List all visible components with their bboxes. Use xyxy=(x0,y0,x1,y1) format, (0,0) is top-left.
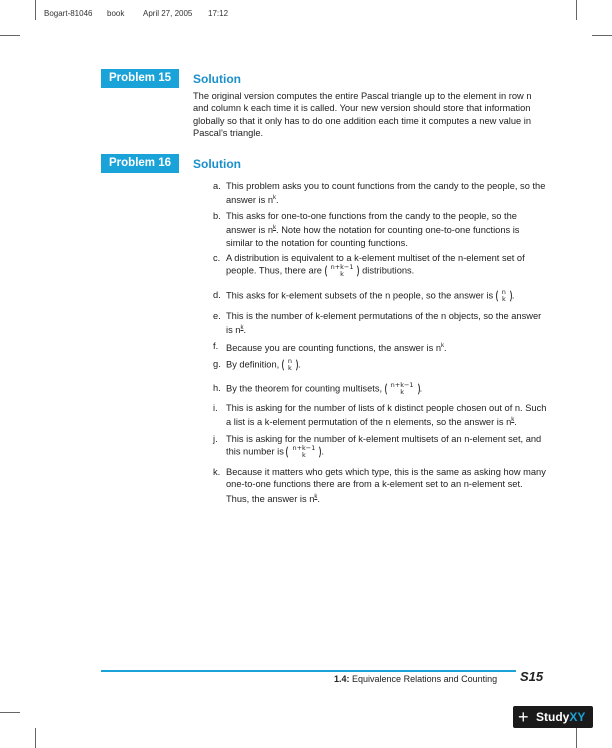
item-label: h. xyxy=(213,383,221,393)
item-text: This is the number of k-element permutations of the n objects, so the answer is n xyxy=(226,311,542,336)
binomial-coefficient: n k xyxy=(496,289,512,303)
crop-mark xyxy=(592,35,612,36)
problem-16-tag: Problem 16 xyxy=(101,154,179,173)
item-text-end: . xyxy=(276,195,279,206)
item-text-end: distributions. xyxy=(362,265,415,276)
crop-mark xyxy=(0,712,20,713)
binomial-coefficient: n+k−1 k xyxy=(385,382,420,396)
item-text: By the theorem for counting multisets, xyxy=(226,383,383,394)
logo-study: Study xyxy=(536,710,570,724)
footer-section xyxy=(334,674,497,684)
section-number: 1.4: xyxy=(334,674,350,684)
binomial-coefficient: n+k−1 k xyxy=(325,264,360,278)
exponent: k xyxy=(441,343,444,349)
item-text: This is asking for the number of k-element multisets of an n-element set, and this number is xyxy=(226,434,542,457)
item-text-end: . xyxy=(243,325,247,336)
studyxy-logo xyxy=(513,706,593,728)
header-time: 17:12 xyxy=(208,9,229,18)
exponent: k xyxy=(314,493,318,500)
item-text-end: . xyxy=(511,290,515,301)
item-text-end: . xyxy=(514,417,517,428)
item-text-end: . xyxy=(321,446,324,457)
logo-xy: XY xyxy=(569,710,586,724)
item-text-end: . xyxy=(297,359,301,370)
footer-rule xyxy=(101,670,516,672)
item-label: b. xyxy=(213,211,221,221)
item-label: k. xyxy=(213,467,221,477)
header-kind: book xyxy=(107,9,125,18)
header-code: Bogart-81046 xyxy=(44,9,93,18)
crop-mark xyxy=(35,0,36,20)
item-label: c. xyxy=(213,253,221,263)
item-text: Because you are counting functions, the answer is n xyxy=(226,343,441,354)
exponent: k xyxy=(240,325,244,332)
problem-15-body: The original version computes the entire Pascal triangle up to the element in row n and column k each time it is called. Your new version should store that information globally so that it only has to do one addition each time it computes a new value in Pascal’s triangle. xyxy=(193,91,532,138)
page-number: S15 xyxy=(520,669,544,684)
header-date: April 27, 2005 xyxy=(143,9,193,18)
item-text: By definition, xyxy=(226,359,280,370)
item-label: j. xyxy=(213,434,218,444)
problem-15-tag: Problem 15 xyxy=(101,69,179,88)
item-text-end: . xyxy=(317,493,320,504)
item-label: a. xyxy=(213,181,221,191)
item-text-end: . xyxy=(444,343,447,354)
binomial-coefficient: n k xyxy=(282,358,298,372)
item-label: d. xyxy=(213,290,221,300)
crop-mark xyxy=(576,728,577,748)
item-text: This is asking for the number of lists of k distinct people chosen out of n. Such a list is a k-element permutation of the n elements, so the answer is n xyxy=(226,403,547,428)
item-label: i. xyxy=(213,403,218,413)
item-text: This problem asks you to count functions from the candy to the people, so the answer is n xyxy=(226,181,546,206)
item-label: f. xyxy=(213,341,219,351)
crop-mark xyxy=(35,728,36,748)
problem-15-solution-title: Solution xyxy=(193,72,241,86)
item-label: g. xyxy=(213,359,221,369)
binomial-coefficient: n+k−1 k xyxy=(286,445,321,459)
item-text: This asks for one-to-one functions from the candy to the people, so the answer is n xyxy=(226,211,517,236)
item-text-end: . Note how the notation for counting one-to-one functions is similar to the notation for counting functions. xyxy=(226,225,520,248)
crop-mark xyxy=(576,0,577,20)
item-label: e. xyxy=(213,311,221,321)
crop-mark xyxy=(0,35,20,36)
section-title: Equivalence Relations and Counting xyxy=(352,674,498,684)
plus-icon: + xyxy=(518,707,529,727)
item-text: This asks for k-element subsets of the n people, so the answer is xyxy=(226,290,494,301)
exponent: k xyxy=(273,195,277,202)
item-text: Because it matters who gets which type, this is the same as asking how many one-to-one functions there are from a k-element set to an n-element set. Thus, the answer is n xyxy=(226,467,546,504)
exponent: k xyxy=(511,417,515,424)
item-text: A distribution is equivalent to a k-element multiset of the n-element set of people. Thus, there are xyxy=(226,253,525,276)
item-text-end: . xyxy=(419,383,423,394)
exponent: k xyxy=(273,225,277,232)
problem-16-solution-title: Solution xyxy=(193,157,241,171)
